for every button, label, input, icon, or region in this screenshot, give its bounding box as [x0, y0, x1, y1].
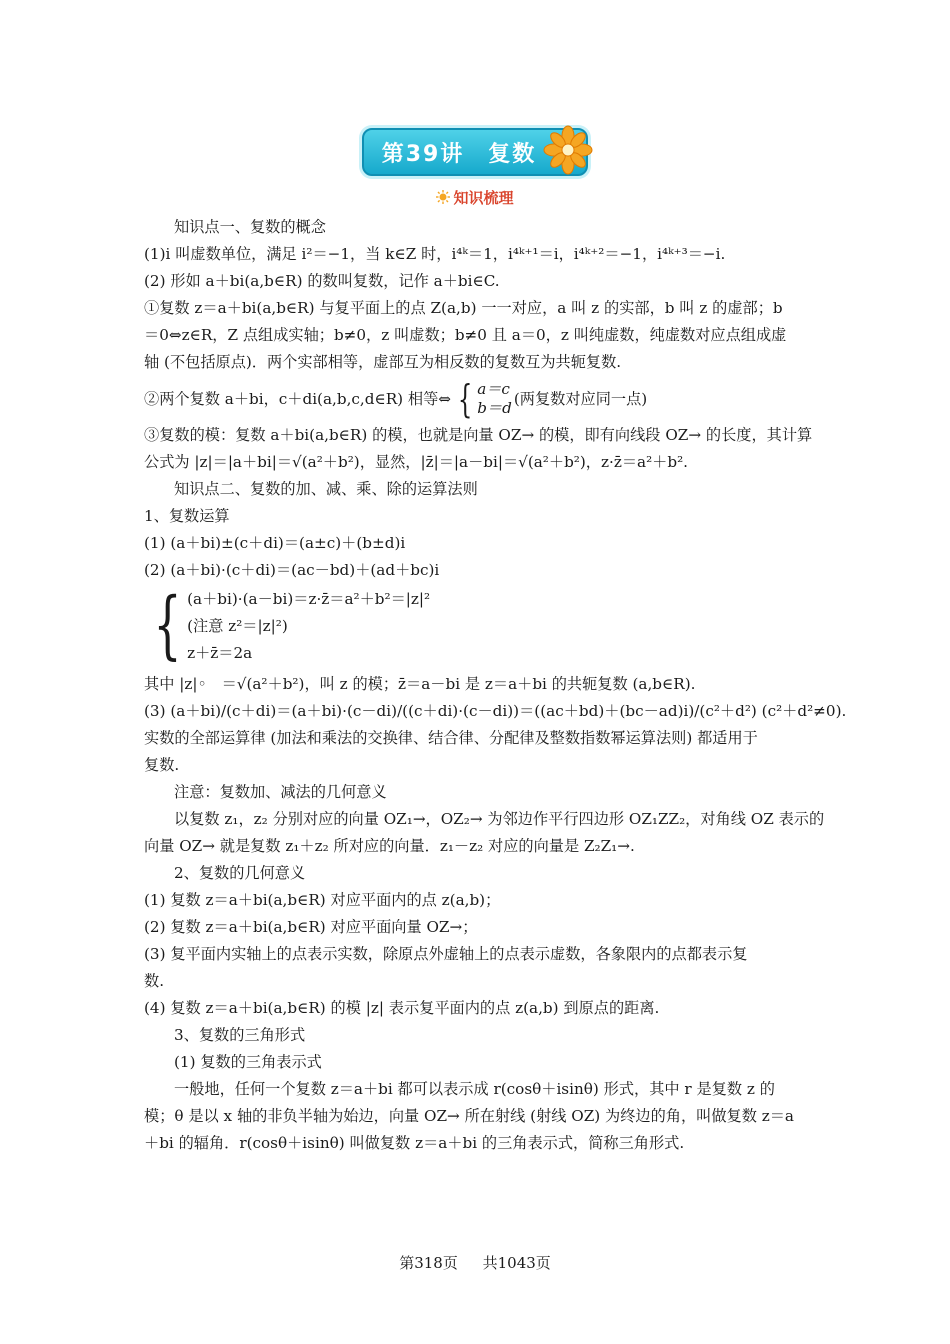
- text-line: (1) 复数的三角表示式: [174, 1053, 322, 1071]
- page-total: 共1043页: [482, 1254, 551, 1272]
- page-number: 第318页: [399, 1254, 458, 1272]
- text-line: (3) (a＋bi)/(c＋di)＝(a＋bi)·(c－di)/((c＋di)·(c－di))＝((ac＋bd)＋(bc－ad)i)/(c²＋d²) (c²＋d²≠0).: [144, 702, 847, 720]
- text-line: 知识点一、复数的概念: [174, 218, 326, 236]
- text-line: (3) 复平面内实轴上的点表示实数，除原点外虚轴上的点表示虚数，各象限内的点都表示复: [144, 945, 748, 963]
- equality-row-1: a＝c: [477, 380, 510, 398]
- text-line: (4) 复数 z＝a＋bi(a,b∈R) 的模 |z| 表示复平面内的点 z(a,b) 到原点的距离.: [144, 999, 660, 1017]
- text-line: 实数的全部运算律 (加法和乘法的交换律、结合律、分配律及整数指数幂运算法则) 都适用于: [144, 729, 758, 747]
- text-line: 数.: [144, 972, 165, 990]
- text-line: 一般地，任何一个复数 z＝a＋bi 都可以表示成 r(cosθ＋isinθ) 形式，其中 r 是复数 z 的: [174, 1080, 775, 1098]
- text-line: 向量 OZ→ 就是复数 z₁＋z₂ 所对应的向量．z₁－z₂ 对应的向量是 Z₂Z₁→.: [144, 837, 635, 855]
- text-line: 其中 |z|◦ ＝√(a²＋b²)，叫 z 的模；z̄＝a－bi 是 z＝a＋bi 的共轭复数 (a,b∈R).: [144, 675, 696, 693]
- text-line: 公式为 |z|＝|a＋bi|＝√(a²＋b²)，显然，|z̄|＝|a－bi|＝√(a²＋b²)，z·z̄＝a²＋b².: [144, 453, 688, 471]
- page-footer: [0, 1252, 950, 1273]
- text-line: (1)i 叫虚数单位，满足 i²＝−1，当 k∈Z 时，i⁴ᵏ＝1，i⁴ᵏ⁺¹＝i，i⁴ᵏ⁺²＝−1，i⁴ᵏ⁺³＝−i.: [144, 245, 726, 263]
- brace-row: (a＋bi)·(a－bi)＝z·z̄＝a²＋b²＝|z|²: [187, 590, 431, 608]
- text-line: 复数.: [144, 756, 180, 774]
- text-line: 以复数 z₁，z₂ 分别对应的向量 OZ₁→，OZ₂→ 为邻边作平行四边形 OZ₁ZZ₂，对角线 OZ 表示的: [174, 810, 825, 828]
- text-line: (2) 形如 a＋bi(a,b∈R) 的数叫复数，记作 a＋bi∈C.: [144, 272, 500, 290]
- sun-icon: [436, 190, 450, 204]
- brace-row: z＋z̄＝2a: [187, 644, 253, 662]
- document-body: [144, 214, 847, 1157]
- text-line: (1) (a＋bi)±(c＋di)＝(a±c)＋(b±d)i: [144, 534, 406, 552]
- lecture-title: 第39讲 复数: [381, 141, 537, 167]
- text-line: (1) 复数 z＝a＋bi(a,b∈R) 对应平面内的点 z(a,b)；: [144, 891, 501, 909]
- flower-icon: [542, 124, 594, 176]
- text-line: ①复数 z＝a＋bi(a,b∈R) 与复平面上的点 Z(a,b) 一一对应，a 叫 z 的实部，b 叫 z 的虚部；b: [144, 299, 783, 317]
- conjugate-brace-group: { (a＋bi)·(a－bi)＝z·z̄＝a²＋b²＝|z|² (注意 z²＝|z|²) z＋z̄＝2a: [153, 582, 431, 668]
- text-line: ＋bi 的辐角．r(cosθ＋isinθ) 叫做复数 z＝a＋bi 的三角表示式，简称三角形式.: [144, 1134, 685, 1152]
- text-line: 2、复数的几何意义: [174, 864, 306, 882]
- text-line: ＝0⇔z∈R，Z 点组成实轴；b≠0，z 叫虚数；b≠0 且 a＝0，z 叫纯虚数，纯虚数对应点组成虚: [144, 326, 787, 344]
- lecture-banner: [0, 128, 950, 176]
- text-line: 1、复数运算: [144, 507, 230, 525]
- equality-row-2: b＝d: [477, 399, 512, 417]
- brace-row: (注意 z²＝|z|²): [187, 617, 288, 635]
- text-line: 轴 (不包括原点)．两个实部相等，虚部互为相反数的复数互为共轭复数.: [144, 353, 622, 371]
- text-line: 模；θ 是以 x 轴的非负半轴为始边，向量 OZ→ 所在射线 (射线 OZ) 为终边的角，叫做复数 z＝a: [144, 1107, 794, 1125]
- section-heading-text: 知识梳理: [453, 189, 514, 207]
- equality-rule: ②两个复数 a＋bi，c＋di(a,b,c,d∈R) 相等⇔ { a＝c b＝d (两复数对应同一点): [144, 377, 648, 421]
- text-line: ③复数的模：复数 a＋bi(a,b∈R) 的模，也就是向量 OZ→ 的模，即有向线段 OZ→ 的长度，其计算: [144, 426, 813, 444]
- section-heading: [0, 187, 950, 208]
- text-line: (2) (a＋bi)·(c＋di)＝(ac－bd)＋(ad＋bc)i: [144, 561, 440, 579]
- text-line: (2) 复数 z＝a＋bi(a,b∈R) 对应平面向量 OZ→；: [144, 918, 478, 936]
- text-line: 知识点二、复数的加、减、乘、除的运算法则: [174, 480, 478, 498]
- text-line: 注意：复数加、减法的几何意义: [174, 783, 387, 801]
- text-line: 3、复数的三角形式: [174, 1026, 306, 1044]
